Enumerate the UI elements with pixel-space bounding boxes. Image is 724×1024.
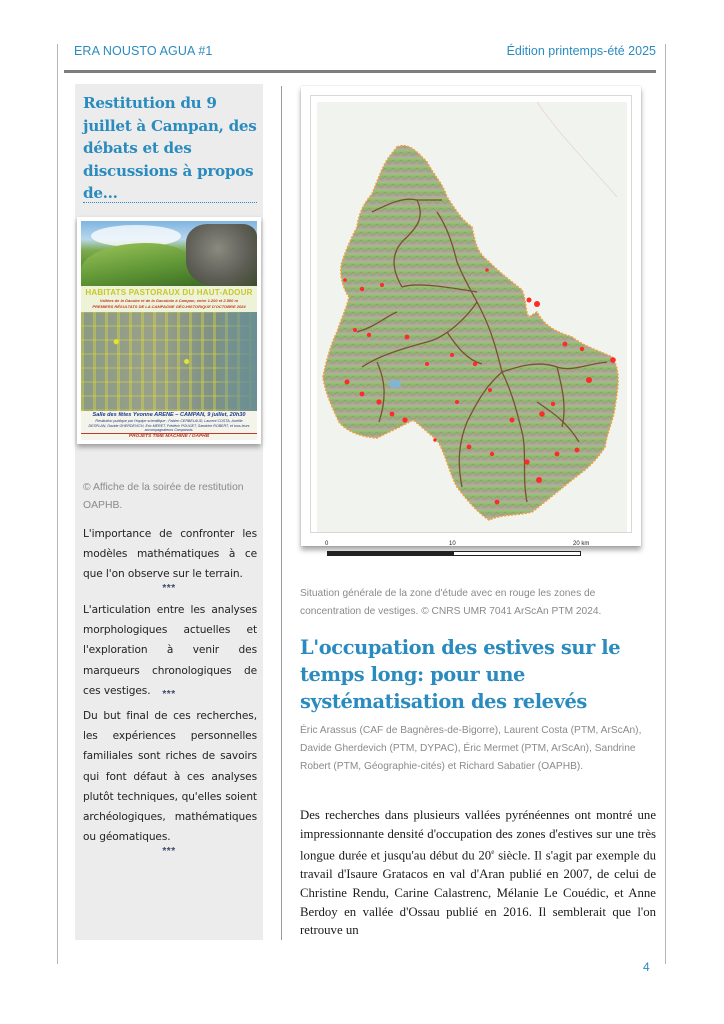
poster-aerial-photo (81, 312, 257, 411)
poster-projects: PROJETS TIME MACHINE / OAPHB (128, 434, 210, 439)
site-marker (353, 328, 357, 332)
site-marker (586, 377, 592, 383)
map-graphic (317, 102, 627, 532)
site-marker (551, 402, 555, 406)
site-marker (575, 448, 580, 453)
study-area-map (301, 86, 641, 546)
hill-shape (81, 243, 191, 288)
ordinal-superscript: e (491, 848, 495, 857)
site-marker (360, 392, 365, 397)
scale-label: 0 (325, 541, 329, 547)
page-frame-left (57, 44, 58, 964)
article-authors: Éric Arassus (CAF de Bagnères-de-Bigorre), Laurent Costa (PTM, ArScAn), Davide Gherdevich (PTM, DYPAC), Éric Mermet (PTM, ArScAn), Sandrine Robert (PTM, Géographie-cités) et Richard Sabatier (OAPHB). (300, 725, 642, 772)
separator-stars: *** (162, 846, 176, 857)
site-marker (425, 362, 429, 366)
page-number: 4 (643, 960, 650, 974)
site-marker (405, 335, 410, 340)
site-marker (473, 362, 477, 366)
aerial-water-edge (221, 312, 257, 411)
column-divider (281, 86, 282, 940)
site-marker (488, 388, 492, 392)
article-body-text: Des recherches dans plusieurs vallées pyrénéennes ont montré une impressionnante densité d'occupation des zones d'estives sur une très longue durée et jusqu'au début du 20 (300, 808, 656, 863)
poster-landscape-photo (81, 221, 257, 286)
article-body (300, 806, 656, 940)
site-marker (495, 500, 500, 505)
article-title: L'occupation des estives sur le temps long: pour une systématisation des relevés (300, 636, 621, 713)
poster-footer (81, 411, 257, 440)
site-marker (376, 399, 381, 404)
poster-subtitle: Vallées de la Gaoube et de la Gaoubole à Campan, entre 1.200 et 2.500 m (99, 298, 239, 303)
rock-shape (186, 224, 257, 286)
lake (389, 380, 401, 388)
scale-label: 20 km (573, 541, 590, 547)
separator-stars: *** (162, 689, 176, 700)
poster-image (81, 221, 257, 440)
event-poster (77, 217, 261, 444)
sidebar (75, 84, 263, 940)
site-marker (367, 333, 371, 337)
map-frame (310, 95, 632, 547)
site-marker (343, 278, 347, 282)
site-marker (524, 459, 529, 464)
site-marker (345, 380, 350, 385)
site-marker (534, 301, 540, 307)
site-marker (390, 412, 395, 417)
site-marker (380, 283, 384, 287)
poster-subtitle-2: PREMIERS RÉSULTATS DE LA CAMPAGNE GÉO-HISTORIQUE D'OCTOBRE 2024 (92, 303, 246, 309)
site-marker (455, 400, 459, 404)
site-marker (510, 418, 515, 423)
poster-title-band (81, 286, 257, 312)
dotted-divider (83, 202, 257, 203)
site-marker (527, 298, 532, 303)
site-marker (433, 438, 437, 442)
header-divider (64, 70, 656, 73)
site-marker (610, 357, 616, 363)
site-marker (563, 342, 568, 347)
sidebar-title: Restitution du 9 juillet à Campan, des débats et des discussions à propos de... (83, 94, 257, 202)
publication-name: ERA NOUSTO AGUA #1 (74, 44, 213, 58)
site-marker (467, 445, 472, 450)
sidebar-paragraph: Du but final de ces recherches, les expériences personnelles familiales sont riches de savoirs qui font défaut à ces analyses plutôt techniques, qu'elles soient archéologiques, mathématiques ou géomatiques. (83, 710, 257, 844)
sidebar-paragraph: L'articulation entre les analyses morphologiques actuelles et l'exploration à venir des marqueurs chronologiques de ces vestiges. (83, 604, 257, 697)
page-frame-right (665, 44, 666, 964)
sidebar-paragraph: L'importance de confronter les modèles mathématiques à ce que l'on observe sur le terrain. (83, 528, 257, 581)
site-marker (490, 452, 494, 456)
article-body-text: siècle. Il s'agit par exemple du travail d'Isaure Gratacos en val d'Aran publié en 2007, de celui de Christine Rendu, Carine Calastrenc, Mélanie Le Couédic, et Anne Berdoy en vallée d'Ossau publié en 2016. Il semblerait que l'on retrouve un (300, 848, 656, 938)
page-header (74, 44, 656, 66)
map-caption: Situation générale de la zone d'étude avec en rouge les zones de concentration de vestiges. © CNRS UMR 7041 ArScAn PTM 2024. (300, 588, 602, 617)
site-marker (536, 477, 542, 483)
scale-bar (327, 551, 581, 556)
poster-title: HABITATS PASTORAUX DU HAUT-ADOUR (85, 288, 253, 297)
site-marker (580, 347, 584, 351)
site-marker (485, 268, 489, 272)
separator-stars: *** (162, 583, 176, 594)
site-marker (402, 417, 407, 422)
edition-label: Édition printemps-été 2025 (506, 44, 656, 58)
poster-credits: Restitution publique par l'équipe scientifique : Fabien CERBELAUD, Laurent COSTA, Aurélie DESPLAN, Davide GHERDEVICH, Eric MERET, Frédéric POUGET, Sandrine ROBERT, et tous leurs accompagnateurs Campanois. (88, 419, 250, 433)
site-marker (360, 287, 364, 291)
site-marker (539, 411, 545, 417)
site-marker (555, 452, 560, 457)
poster-venue: Salle des fêtes Yvonne ARENE – CAMPAN, 9 juillet, 20h30 (92, 412, 246, 418)
poster-caption: © Affiche de la soirée de restitution OAPHB. (83, 482, 244, 511)
site-marker (450, 353, 454, 357)
scale-label: 10 (449, 541, 456, 547)
